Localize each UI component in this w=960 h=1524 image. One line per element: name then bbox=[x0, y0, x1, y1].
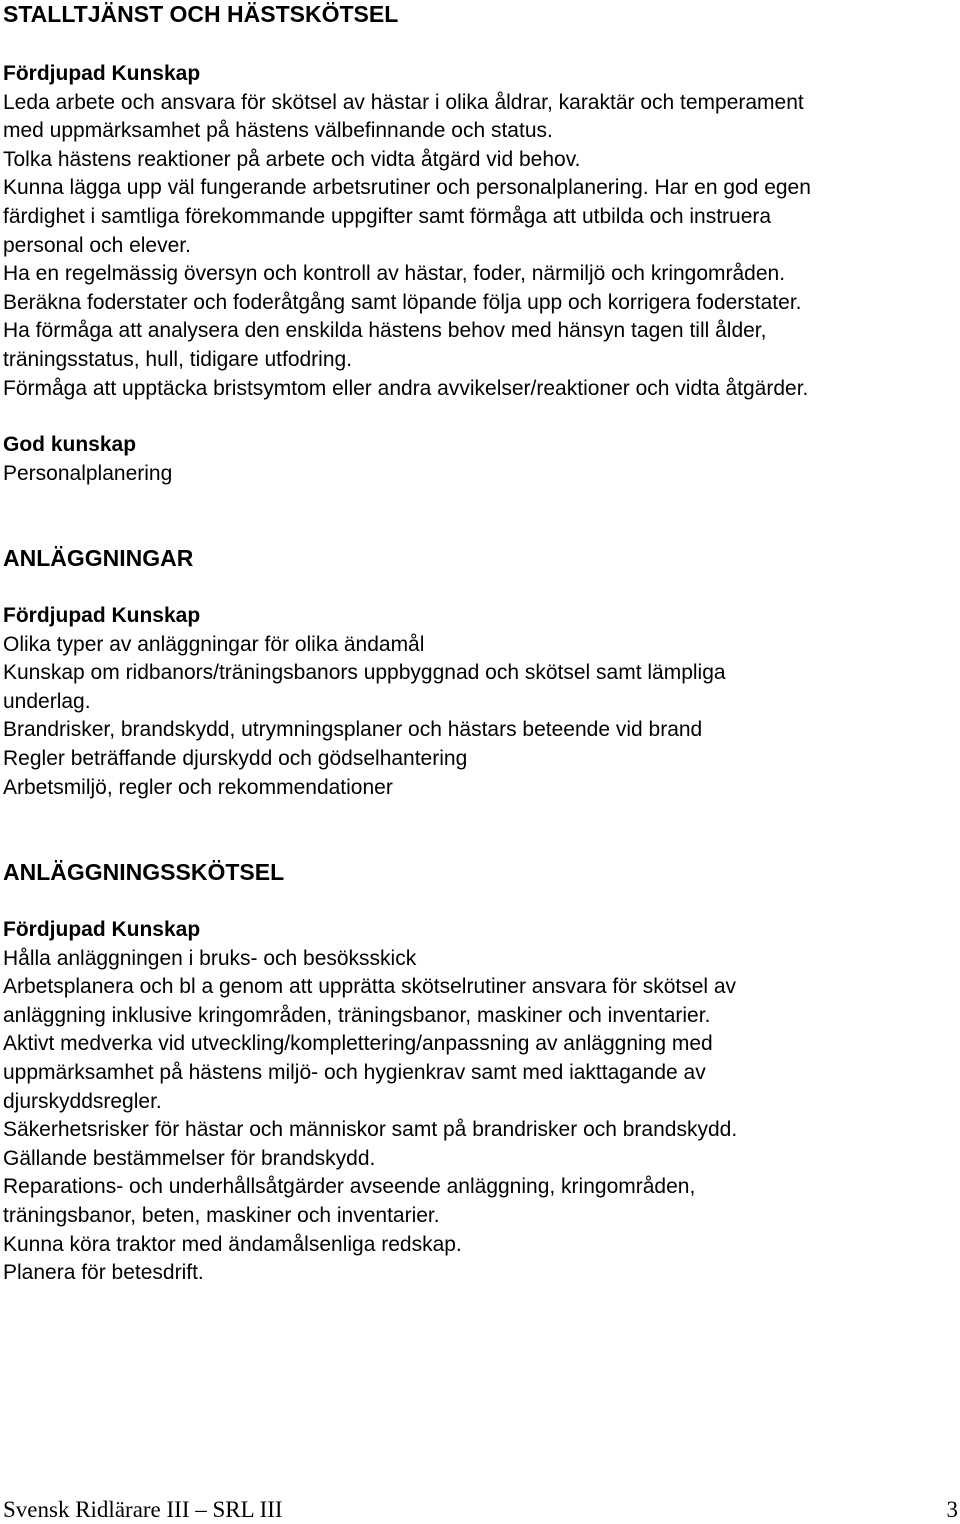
paragraph-line: anläggning inklusive kringområden, träningsbanor, maskiner och inventarier. bbox=[3, 1003, 711, 1027]
section-title: ANLÄGGNINGSSKÖTSEL bbox=[3, 859, 285, 885]
subheading-fordjupad: Fördjupad Kunskap bbox=[3, 604, 201, 627]
paragraph-line: träningsbanor, beten, maskiner och inventarier. bbox=[3, 1203, 440, 1227]
paragraph-line: Hålla anläggningen i bruks- och besöksskick bbox=[3, 946, 417, 970]
paragraph-line: Regler beträffande djurskydd och gödselhantering bbox=[3, 746, 468, 770]
paragraph-line: med uppmärksamhet på hästens välbefinnande och status. bbox=[3, 119, 553, 143]
paragraph-line: uppmärksamhet på hästens miljö- och hygienkrav samt med iakttagande av bbox=[3, 1060, 706, 1084]
paragraph-line: Ha en regelmässig översyn och kontroll av hästar, foder, närmiljö och kringområden. bbox=[3, 262, 786, 286]
paragraph-line: Förmåga att upptäcka bristsymtom eller andra avvikelser/reaktioner och vidta åtgärder. bbox=[3, 376, 809, 400]
section-stalltjanst bbox=[3, 0, 958, 488]
paragraph-line: Kunna lägga upp väl fungerande arbetsrutiner och personalplanering. Har en god egen bbox=[3, 176, 811, 200]
section-title: STALLTJÄNST OCH HÄSTSKÖTSEL bbox=[3, 1, 399, 27]
page-number: 3 bbox=[946, 1497, 958, 1522]
paragraph-line: Säkerhetsrisker för hästar och människor samt på brandrisker och brandskydd. bbox=[3, 1118, 738, 1142]
subheading-god-kunskap: God kunskap bbox=[3, 433, 137, 457]
paragraph-line: Kunskap om ridbanors/träningsbanors uppbyggnad och skötsel samt lämpliga bbox=[3, 661, 726, 685]
paragraph-line: personal och elever. bbox=[3, 233, 191, 257]
section-anlaggningar bbox=[3, 544, 958, 802]
paragraph-line: Aktivt medverka vid utveckling/komplettering/anpassning av anläggning med bbox=[3, 1032, 713, 1056]
paragraph-line: Ha förmåga att analysera den enskilda hästens behov med hänsyn tagen till ålder, bbox=[3, 319, 767, 343]
page-footer bbox=[3, 1496, 958, 1524]
paragraph-line: underlag. bbox=[3, 689, 91, 713]
paragraph-line: träningsstatus, hull, tidigare utfodring. bbox=[3, 347, 353, 371]
paragraph-line: Arbetsplanera och bl a genom att upprätta skötselrutiner ansvara för skötsel av bbox=[3, 975, 737, 999]
paragraph-line: färdighet i samtliga förekommande uppgifter samt förmåga att utbilda och instruera bbox=[3, 204, 772, 228]
paragraph-line: Tolka hästens reaktioner på arbete och vidta åtgärd vid behov. bbox=[3, 147, 581, 171]
paragraph-line: Planera för betesdrift. bbox=[3, 1261, 204, 1285]
paragraph-line: Arbetsmiljö, regler och rekommendationer bbox=[3, 775, 393, 799]
section-anlaggningsskotsel bbox=[3, 858, 958, 1288]
subheading-fordjupad: Fördjupad Kunskap bbox=[3, 62, 201, 85]
paragraph-line: Gällande bestämmelser för brandskydd. bbox=[3, 1146, 376, 1170]
paragraph-line: Beräkna foderstater och foderåtgång samt löpande följa upp och korrigera foderstater. bbox=[3, 290, 802, 314]
paragraph-line: Olika typer av anläggningar för olika ändamål bbox=[3, 632, 425, 656]
paragraph-line: Leda arbete och ansvara för skötsel av hästar i olika åldrar, karaktär och temperament bbox=[3, 90, 804, 114]
paragraph-line: Kunna köra traktor med ändamålsenliga redskap. bbox=[3, 1232, 462, 1256]
paragraph-line: djurskyddsregler. bbox=[3, 1089, 162, 1113]
paragraph-line: Personalplanering bbox=[3, 461, 173, 485]
section-title: ANLÄGGNINGAR bbox=[3, 545, 194, 571]
subheading-fordjupad: Fördjupad Kunskap bbox=[3, 918, 201, 941]
footer-title: Svensk Ridlärare III – SRL III bbox=[3, 1497, 283, 1522]
paragraph-line: Brandrisker, brandskydd, utrymningsplaner och hästars beteende vid brand bbox=[3, 718, 703, 742]
paragraph-line: Reparations- och underhållsåtgärder avseende anläggning, kringområden, bbox=[3, 1175, 696, 1199]
